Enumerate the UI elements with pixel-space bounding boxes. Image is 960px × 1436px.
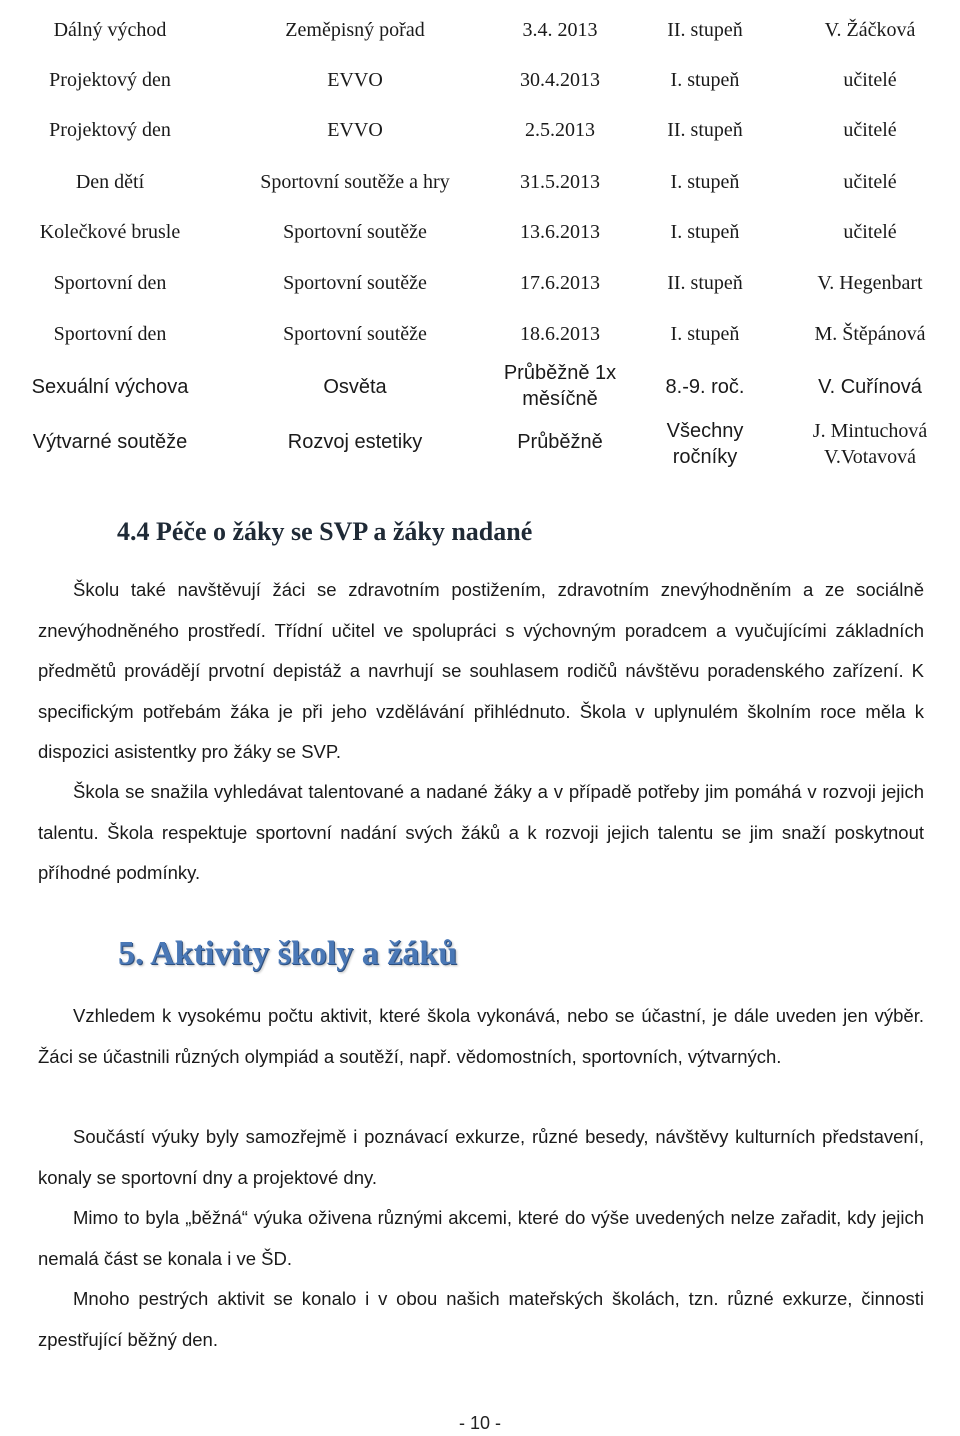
table-cell-teacher: V. Cuřínová — [818, 376, 922, 398]
table-cell-grade: I. stupeň — [670, 171, 740, 193]
table-cell-teacher: V. Hegenbart — [817, 272, 923, 294]
table-cell-grade: 8.-9. roč. — [665, 376, 745, 398]
table-row — [0, 309, 960, 359]
table-cell-teacher — [780, 416, 960, 472]
paragraph: Vzhledem k vysokému počtu aktivit, které škola vykonává, nebo se účastní, je dále uveden jen výběr. Žáci se účastnili různých olympiád a soutěží, např. vědomostních, sportovních, výtvarných. — [38, 1005, 924, 1067]
table-cell-date: 2.5.2013 — [525, 119, 595, 141]
table-cell-date: Průběžně — [517, 431, 603, 453]
table-cell-date: 3.4. 2013 — [522, 19, 598, 41]
table-cell-type: EVVO — [327, 69, 383, 91]
table-cell-grade: II. stupeň — [667, 272, 743, 294]
table-row — [0, 362, 960, 412]
table-row — [0, 5, 960, 55]
table-cell-activity: Výtvarné soutěže — [32, 431, 188, 453]
table-cell-type: Sportovní soutěže — [283, 221, 427, 243]
table-cell-grade: I. stupeň — [670, 323, 740, 345]
table-cell-grade: I. stupeň — [670, 69, 740, 91]
table-cell-teacher: učitelé — [843, 69, 897, 91]
table-cell-type: Osvěta — [323, 376, 387, 398]
table-cell-grade: I. stupeň — [670, 221, 740, 243]
table-cell-grade: II. stupeň — [667, 19, 743, 41]
table-cell-activity: Sportovní den — [53, 272, 167, 294]
table-cell-type: Sportovní soutěže a hry — [260, 171, 450, 193]
table-row — [0, 416, 960, 472]
table-cell-date: 17.6.2013 — [520, 272, 600, 294]
table-row — [0, 207, 960, 257]
table-cell-activity: Sexuální výchova — [31, 376, 189, 398]
table-cell-activity: Kolečkové brusle — [39, 221, 181, 243]
table-cell-activity: Den dětí — [75, 171, 145, 193]
table-cell-activity: Projektový den — [49, 119, 171, 141]
table-cell-date: 18.6.2013 — [520, 323, 600, 345]
table-cell-grade-line: Všechny — [666, 420, 744, 442]
table-row — [0, 55, 960, 105]
paragraph: Součástí výuky byly samozřejmě i poznávací exkurze, různé besedy, návštěvy kulturních představení, konaly se sportovní dny a projektové dny. — [38, 1126, 924, 1188]
table-cell-teacher: V. Žáčková — [824, 19, 916, 41]
section-heading-5: 5. Aktivity školy a žáků — [118, 935, 458, 972]
table-cell-type: Sportovní soutěže — [283, 323, 427, 345]
table-cell-type: Sportovní soutěže — [283, 272, 427, 294]
table-cell-date: 13.6.2013 — [520, 221, 600, 243]
paragraph: Mnoho pestrých aktivit se konalo i v obou našich mateřských školách, tzn. různé exkurze, činnosti zpestřující běžný den. — [38, 1288, 924, 1350]
table-cell-type: Rozvoj estetiky — [287, 431, 423, 453]
table-cell-date — [490, 358, 630, 414]
paragraph: Školu také navštěvují žáci se zdravotním postižením, zdravotním znevýhodněním a ze sociálně znevýhodněného prostředí. Třídní učitel ve spolupráci s výchovným poradcem a vyučujícími základních předmětů provádějí prvotní depistáž a navrhují se souhlasem rodičů návštěvu poradenského zařízení. K specifickým potřebám žáka je při jeho vzdělávání přihlédnuto. Škola v uplynulém školním roce měla k dispozici asistentky pro žáky se SVP. — [38, 579, 924, 762]
table-cell-activity: Projektový den — [49, 69, 171, 91]
paragraph: Škola se snažila vyhledávat talentované a nadané žáky a v případě potřeby jim pomáhá v rozvoji jejich talentu. Škola respektuje sportovní nadání svých žáků a k rozvoji jejich talentu se jim snaží poskytnout příhodné podmínky. — [38, 781, 924, 883]
table-cell-teacher: učitelé — [843, 119, 897, 141]
table-cell-date: 30.4.2013 — [520, 69, 600, 91]
table-cell-type: EVVO — [327, 119, 383, 141]
table-cell-grade-line: ročníky — [672, 446, 738, 468]
table-cell-teacher: M. Štěpánová — [814, 323, 926, 345]
table-cell-grade — [640, 416, 770, 472]
table-row — [0, 258, 960, 308]
table-cell-teacher-line: V.Votavová — [823, 446, 917, 468]
section-heading-4-4: 4.4 Péče o žáky se SVP a žáky nadané — [117, 517, 533, 546]
table-cell-activity: Dálný východ — [53, 19, 167, 41]
table-cell-type: Zeměpisný pořad — [285, 19, 425, 41]
table-row — [0, 157, 960, 207]
table-cell-date-line: Průběžně 1x — [503, 362, 617, 384]
table-cell-teacher: učitelé — [843, 171, 897, 193]
table-row — [0, 105, 960, 155]
table-cell-teacher-line: J. Mintuchová — [812, 420, 928, 442]
table-cell-activity: Sportovní den — [53, 323, 167, 345]
table-cell-date: 31.5.2013 — [520, 171, 600, 193]
table-cell-teacher: učitelé — [843, 221, 897, 243]
paragraph: Mimo to byla „běžná“ výuka oživena různými akcemi, které do výše uvedených nelze zařadit, kdy jejich nemalá část se konala i ve ŠD. — [38, 1207, 924, 1269]
table-cell-date-line: měsíčně — [522, 388, 598, 410]
table-cell-grade: II. stupeň — [667, 119, 743, 141]
page-number: - 10 - — [458, 1413, 501, 1433]
